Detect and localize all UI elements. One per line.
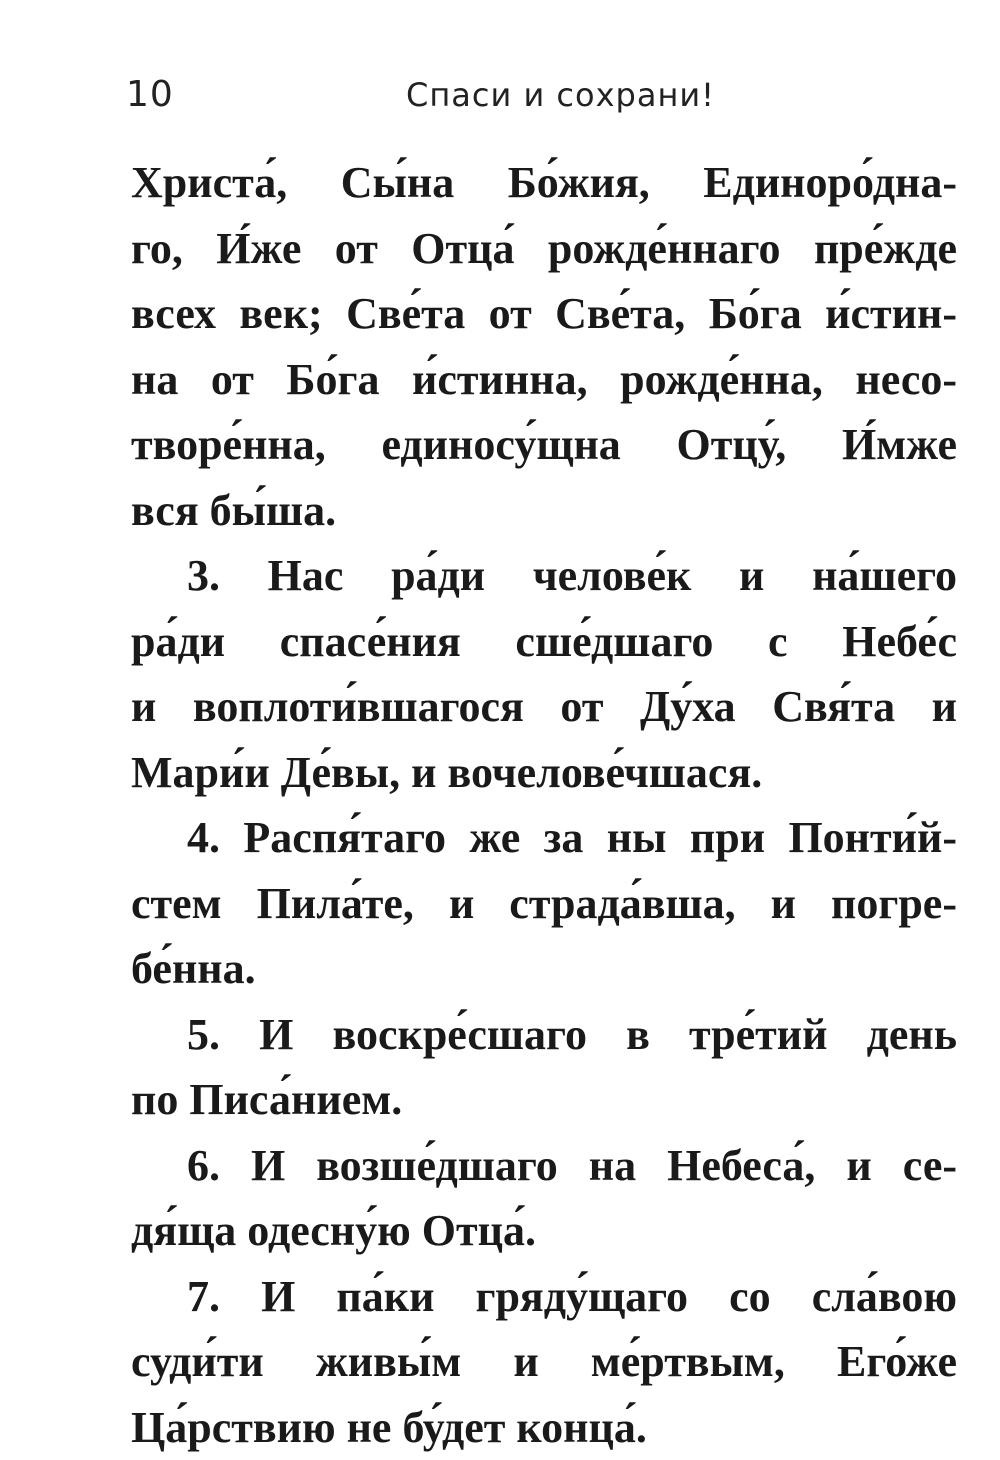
text-line: суди́ти живы́м и ме́ртвым, Его́же — [131, 1329, 957, 1395]
page-number: 10 — [126, 74, 174, 115]
text-line: дя́ща одесну́ю Отца́. — [131, 1198, 957, 1264]
text-line: го, И́же от Отца́ рожде́ннаго пре́жде — [131, 216, 957, 282]
text-line: Христа́, Сы́на Бо́жия, Единоро́дна- — [131, 150, 957, 216]
text-line: на от Бо́га и́стинна, рожде́нна, несо- — [131, 347, 957, 413]
text-line: стем Пила́те, и страда́вша, и погре- — [131, 871, 957, 937]
text-line: ра́ди спасе́ния сше́дшаго с Небе́с — [131, 609, 957, 675]
paragraph-start: 4. Распя́таго же за ны при Понти́й- — [131, 805, 957, 871]
prayer-text — [131, 150, 957, 1460]
text-line: Ца́рствию не бу́дет конца́. — [131, 1395, 957, 1460]
text-line: по Писа́нием. — [131, 1067, 957, 1133]
running-title: Спаси и сохрани! — [406, 76, 715, 114]
text-line: бе́нна. — [131, 936, 957, 1002]
paragraph-start: 5. И воскре́сшаго в тре́тий день — [131, 1002, 957, 1068]
text-line: и воплоти́вшагося от Ду́ха Свя́та и — [131, 674, 957, 740]
paragraph-start: 6. И возше́дшаго на Небеса́, и се- — [131, 1133, 957, 1199]
paragraph-start: 3. Нас ра́ди челове́к и на́шего — [131, 543, 957, 609]
text-line: Мари́и Де́вы, и вочелове́чшася. — [131, 740, 957, 806]
text-line: творе́нна, единосу́щна Отцу́, И́мже — [131, 412, 957, 478]
paragraph-start: 7. И па́ки гряду́щаго со сла́вою — [131, 1264, 957, 1330]
text-line: вся бы́ша. — [131, 478, 957, 544]
page-header — [126, 74, 956, 124]
text-line: всех век; Све́та от Све́та, Бо́га и́стин- — [131, 281, 957, 347]
